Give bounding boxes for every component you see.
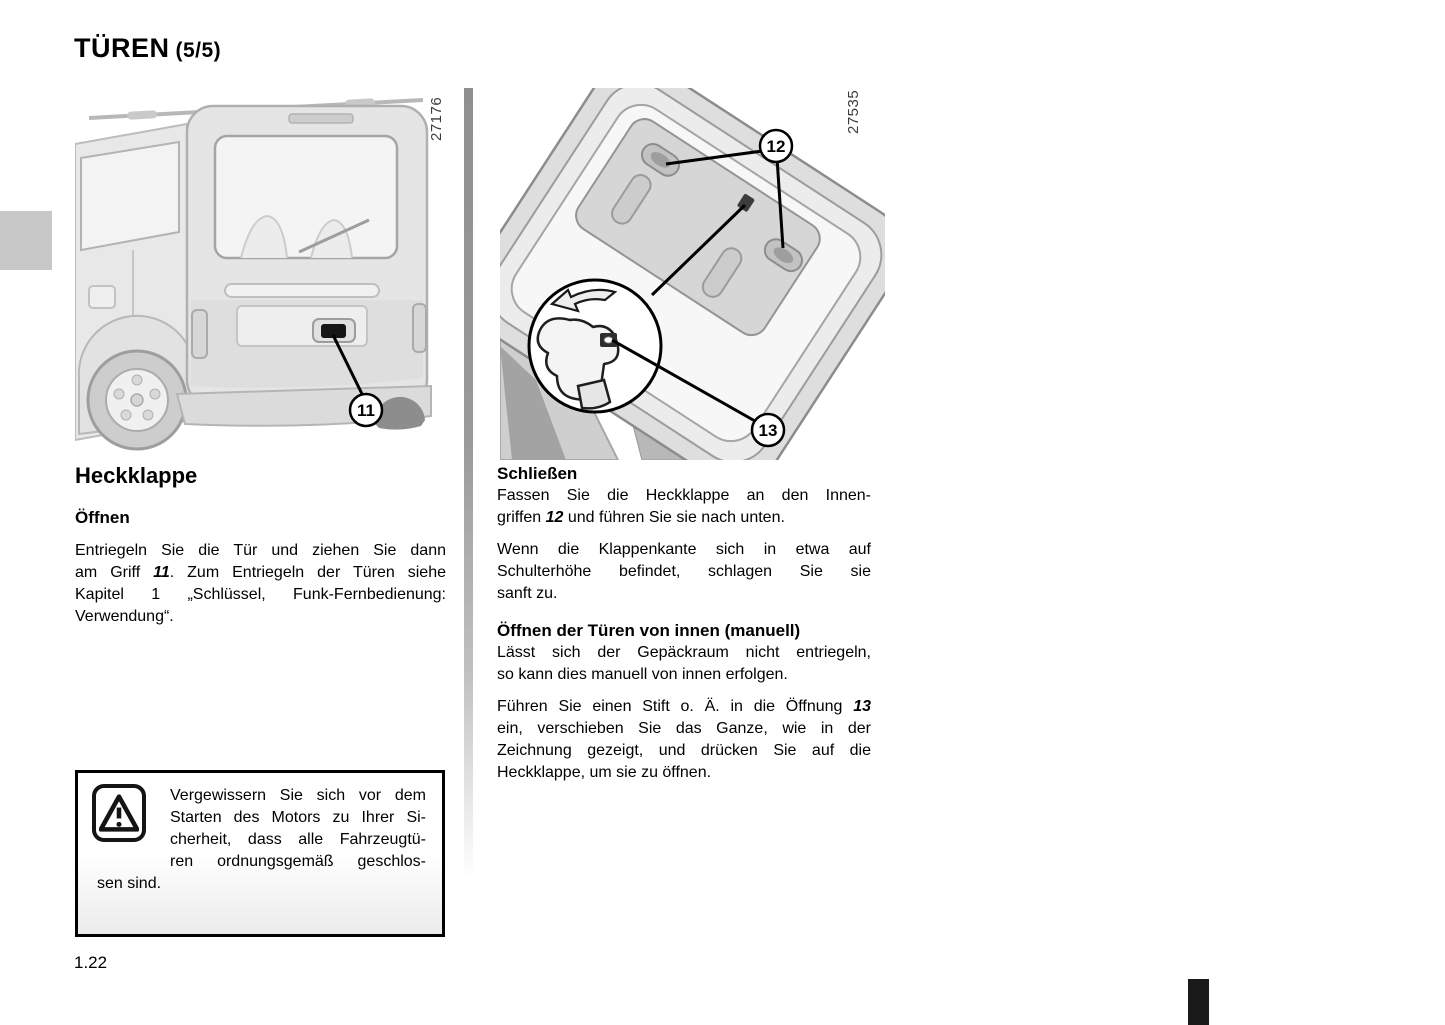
figure-tailgate-inner	[500, 88, 885, 460]
figure-number-left: 27176	[428, 96, 445, 141]
subsection-heading-oeffnen: Öffnen	[75, 508, 130, 527]
callout-13-label: 13	[758, 421, 778, 440]
paragraph-close-tailgate: Fassen Sie die Heckklappe an den Innen- griffen 12 und führen Sie sie nach unten.	[497, 487, 871, 526]
figure-number-right: 27535	[845, 89, 862, 134]
subsection-heading-open-inside: Öffnen der Türen von innen (manuell)	[497, 621, 801, 640]
figure-van-rear	[75, 88, 450, 458]
right-column	[497, 463, 871, 794]
paragraph-open-tailgate: Entriegeln Sie die Tür und ziehen Sie dann am Griff 11. Zum Entriegeln der Türen siehe Kapitel 1 „Schlüssel, Funk-Fernbedienung: Verwendung“.	[75, 542, 447, 625]
warning-box	[75, 770, 445, 937]
taillight-left	[192, 310, 207, 358]
corner-index-mark	[1188, 979, 1209, 1025]
warning-text: Vergewissern Sie sich vor dem Starten des Motors zu Ihrer Si- cherheit, dass alle Fahrzeugtü- ren ordnungsgemäß geschlos-	[170, 787, 426, 870]
left-column	[75, 463, 446, 638]
page-title	[74, 33, 221, 64]
chapter-side-tab	[0, 211, 52, 270]
page-title-main: TÜREN	[74, 33, 170, 63]
taillight-right	[413, 304, 426, 352]
section-heading-heckklappe: Heckklappe	[75, 463, 198, 488]
fuel-door	[89, 286, 115, 308]
page-number: 1.22	[74, 953, 108, 972]
paragraph-manual-unlock: Lässt sich der Gepäckraum nicht entriegeln, so kann dies manuell von innen erfolgen.	[497, 644, 871, 683]
warning-text-last-line: sen sind.	[97, 875, 162, 892]
column-divider	[464, 88, 473, 878]
subsection-heading-schliessen: Schließen	[497, 464, 578, 483]
side-window	[81, 142, 179, 250]
callout-11-label: 11	[357, 401, 375, 420]
page-title-suffix: (5/5)	[175, 39, 222, 62]
callout-12-label: 12	[766, 137, 786, 156]
paragraph-shoulder-height: Wenn die Klappenkante sich in etwa auf Schulterhöhe befindet, schlagen Sie sie sanft zu.	[497, 541, 871, 602]
brake-light	[289, 114, 353, 123]
paragraph-pin-opening: Führen Sie einen Stift o. Ä. in die Öffnung 13 ein, verschieben Sie das Ganze, wie in der Zeichnung gezeigt, und drücken Sie auf die Heckklappe, um sie zu öffnen.	[497, 698, 871, 781]
rear-window	[215, 136, 397, 258]
lock-opening-13	[604, 337, 613, 343]
warning-triangle-icon	[92, 784, 146, 842]
